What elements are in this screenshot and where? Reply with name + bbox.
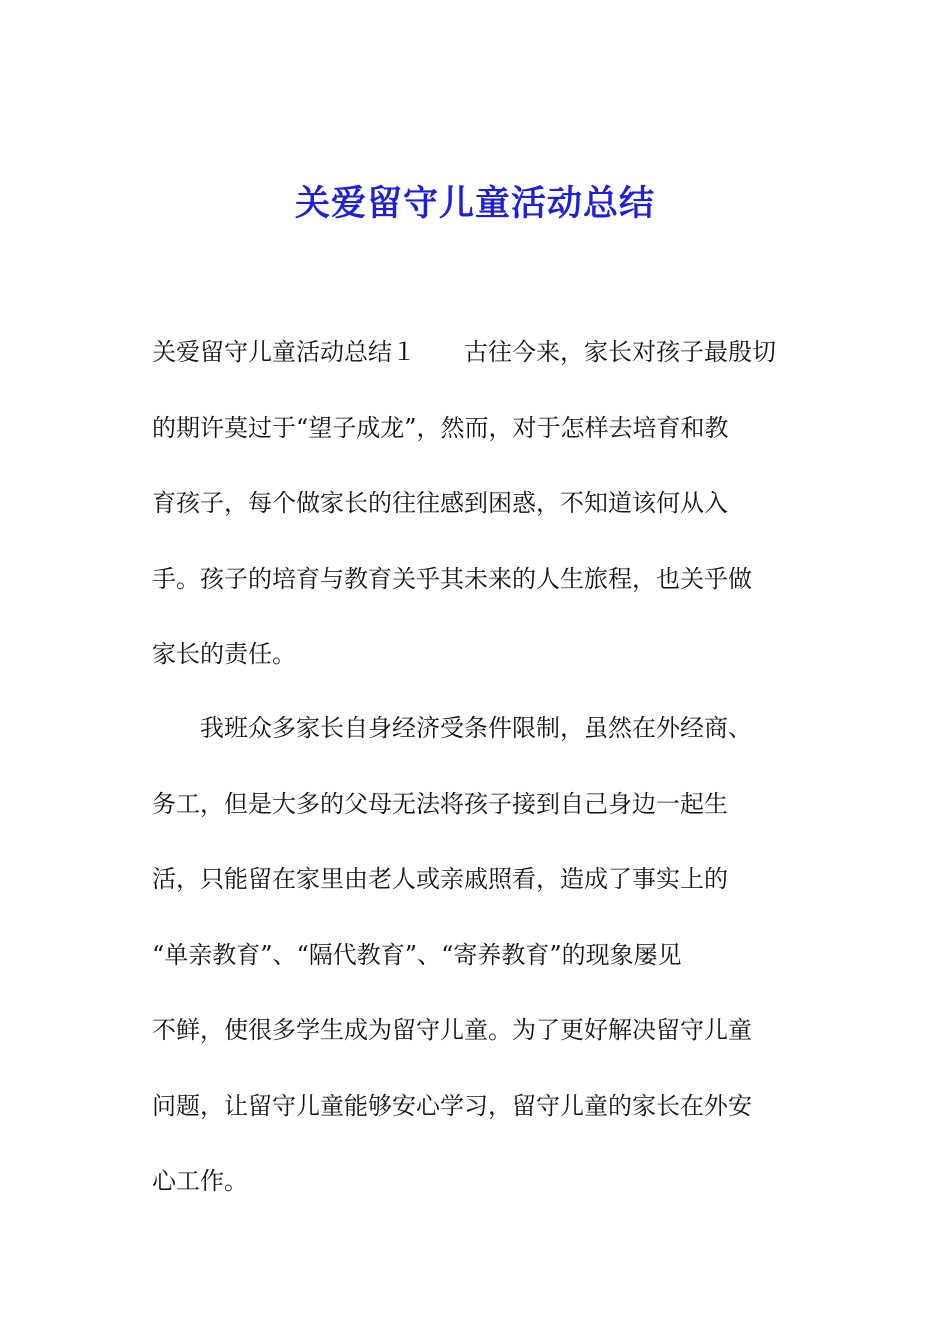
paragraph-1	[152, 315, 812, 693]
paragraph-line: 家长的责任。	[152, 640, 296, 668]
document-title: 关爱留守儿童活动总结	[294, 184, 655, 224]
paragraph-line: 手。孩子的培育与教育关乎其未来的人生旅程，也关乎做	[152, 564, 752, 593]
paragraph-line: “单亲教育”、“隔代教育”、“寄养教育”的现象屡见	[152, 940, 682, 969]
paragraph-line: 不鲜，使很多学生成为留守儿童。为了更好解决留守儿童	[152, 1016, 752, 1044]
paragraph-line: 务工，但是大多的父母无法将孩子接到自己身边一起生	[152, 789, 728, 818]
paragraph-line: 问题，让留守儿童能够安心学习，留守儿童的家长在外安	[152, 1091, 752, 1120]
paragraph-text: 古往今来，家长对孩子最殷切	[464, 338, 776, 366]
paragraph-2	[152, 691, 812, 1220]
paragraph-line	[152, 315, 812, 391]
paragraph-line: 心工作。	[152, 1167, 248, 1195]
section-heading-inline: 关爱留守儿童活动总结１	[152, 338, 416, 366]
paragraph-line: 育孩子，每个做家长的往往感到困惑，不知道该何从入	[152, 489, 728, 517]
paragraph-line: 的期许莫过于“望子成龙”，然而，对于怎样去培育和教	[152, 413, 729, 442]
paragraph-line: 我班众多家长自身经济受条件限制，虽然在外经商、	[200, 714, 752, 742]
paragraph-line: 活，只能留在家里由老人或亲戚照看，造成了事实上的	[152, 865, 728, 893]
